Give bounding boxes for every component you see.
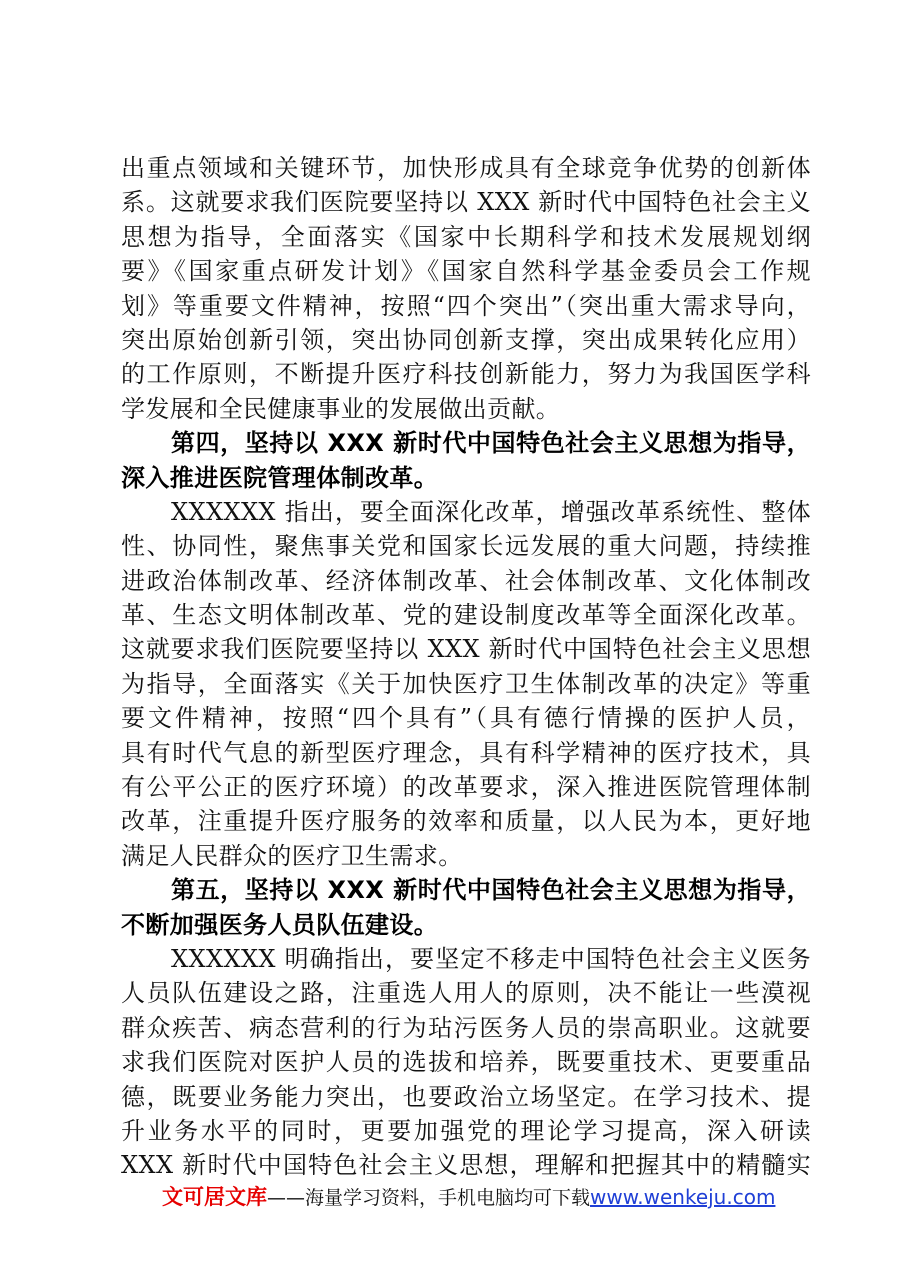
- body-text-line: 为指导，全面落实《关于加快医疗卫生体制改革的决定》等重: [121, 669, 811, 698]
- section-heading-line: 第四，坚持以 XXX 新时代中国特色社会主义思想为指导，: [171, 429, 811, 458]
- section-heading-line: 深入推进医院管理体制改革。: [121, 463, 439, 492]
- section-heading-line: 不断加强医务人员队伍建设。: [121, 910, 439, 939]
- footer-brand: 文可居文库: [162, 1185, 267, 1209]
- section-heading-line: 第五，坚持以 XXX 新时代中国特色社会主义思想为指导，: [171, 876, 811, 905]
- body-text-line: 群众疾苦、病态营利的行为玷污医务人员的崇高职业。这就要: [121, 1013, 811, 1042]
- body-text-line: 出重点领域和关键环节，加快形成具有全球竞争优势的创新体: [121, 154, 811, 182]
- body-text-line: 升业务水平的同时，更要加强党的理论学习提高，深入研读: [121, 1116, 811, 1145]
- footer-slogan: ——海量学习资料，手机电脑均可下载: [267, 1187, 591, 1209]
- body-text-line: 要》《国家重点研发计划》《国家自然科学基金委员会工作规: [121, 257, 811, 286]
- body-text-line: XXXXXX 指出，要全面深化改革，增强改革系统性、整体: [171, 497, 811, 526]
- body-text-line: 进政治体制改革、经济体制改革、社会体制改革、文化体制改: [121, 566, 811, 595]
- body-text-line: 这就要求我们医院要坚持以 XXX 新时代中国特色社会主义思想: [121, 635, 811, 664]
- body-text-line: 求我们医院对医护人员的选拔和培养，既要重技术、更要重品: [121, 1048, 811, 1077]
- body-text-line: 德，既要业务能力突出，也要政治立场坚定。在学习技术、提: [121, 1082, 811, 1111]
- body-text-line: 突出原始创新引领，突出协同创新支撑，突出成果转化应用）: [121, 325, 811, 354]
- body-text-line: 学发展和全民健康事业的发展做出贡献。: [121, 394, 561, 423]
- body-text-line: 划》等重要文件精神，按照“四个突出”（突出重大需求导向，: [121, 291, 811, 320]
- body-text-line: 满足人民群众的医疗卫生需求。: [121, 841, 463, 870]
- body-text-line: 具有时代气息的新型医疗理念，具有科学精神的医疗技术，具: [121, 738, 811, 767]
- footer-banner: [162, 1180, 802, 1214]
- body-text-line: 革、生态文明体制改革、党的建设制度改革等全面深化改革。: [121, 601, 811, 630]
- body-text-line: 改革，注重提升医疗服务的效率和质量，以人民为本，更好地: [121, 807, 811, 836]
- body-text-line: 性、协同性，聚焦事关党和国家长远发展的重大问题，持续推: [121, 532, 811, 561]
- body-text-line: 系。这就要求我们医院要坚持以 XXX 新时代中国特色社会主义: [121, 188, 811, 217]
- body-text-line: 的工作原则，不断提升医疗科技创新能力，努力为我国医学科: [121, 360, 811, 389]
- body-text-line: 思想为指导，全面落实《国家中长期科学和技术发展规划纲: [121, 222, 811, 251]
- body-text-line: 有公平公正的医疗环境）的改革要求，深入推进医院管理体制: [121, 773, 811, 802]
- body-text-line: 要文件精神，按照“四个具有”（具有德行情操的医护人员，: [121, 704, 811, 733]
- body-text-line: 人员队伍建设之路，注重选人用人的原则，决不能让一些漠视: [121, 979, 811, 1008]
- footer-link[interactable]: www.wenkeju.com: [590, 1185, 776, 1209]
- body-text-line: XXX 新时代中国特色社会主义思想，理解和把握其中的精髓实: [121, 1151, 811, 1180]
- document-body: [121, 151, 811, 1183]
- body-text-line: XXXXXX 明确指出，要坚定不移走中国特色社会主义医务: [171, 944, 811, 973]
